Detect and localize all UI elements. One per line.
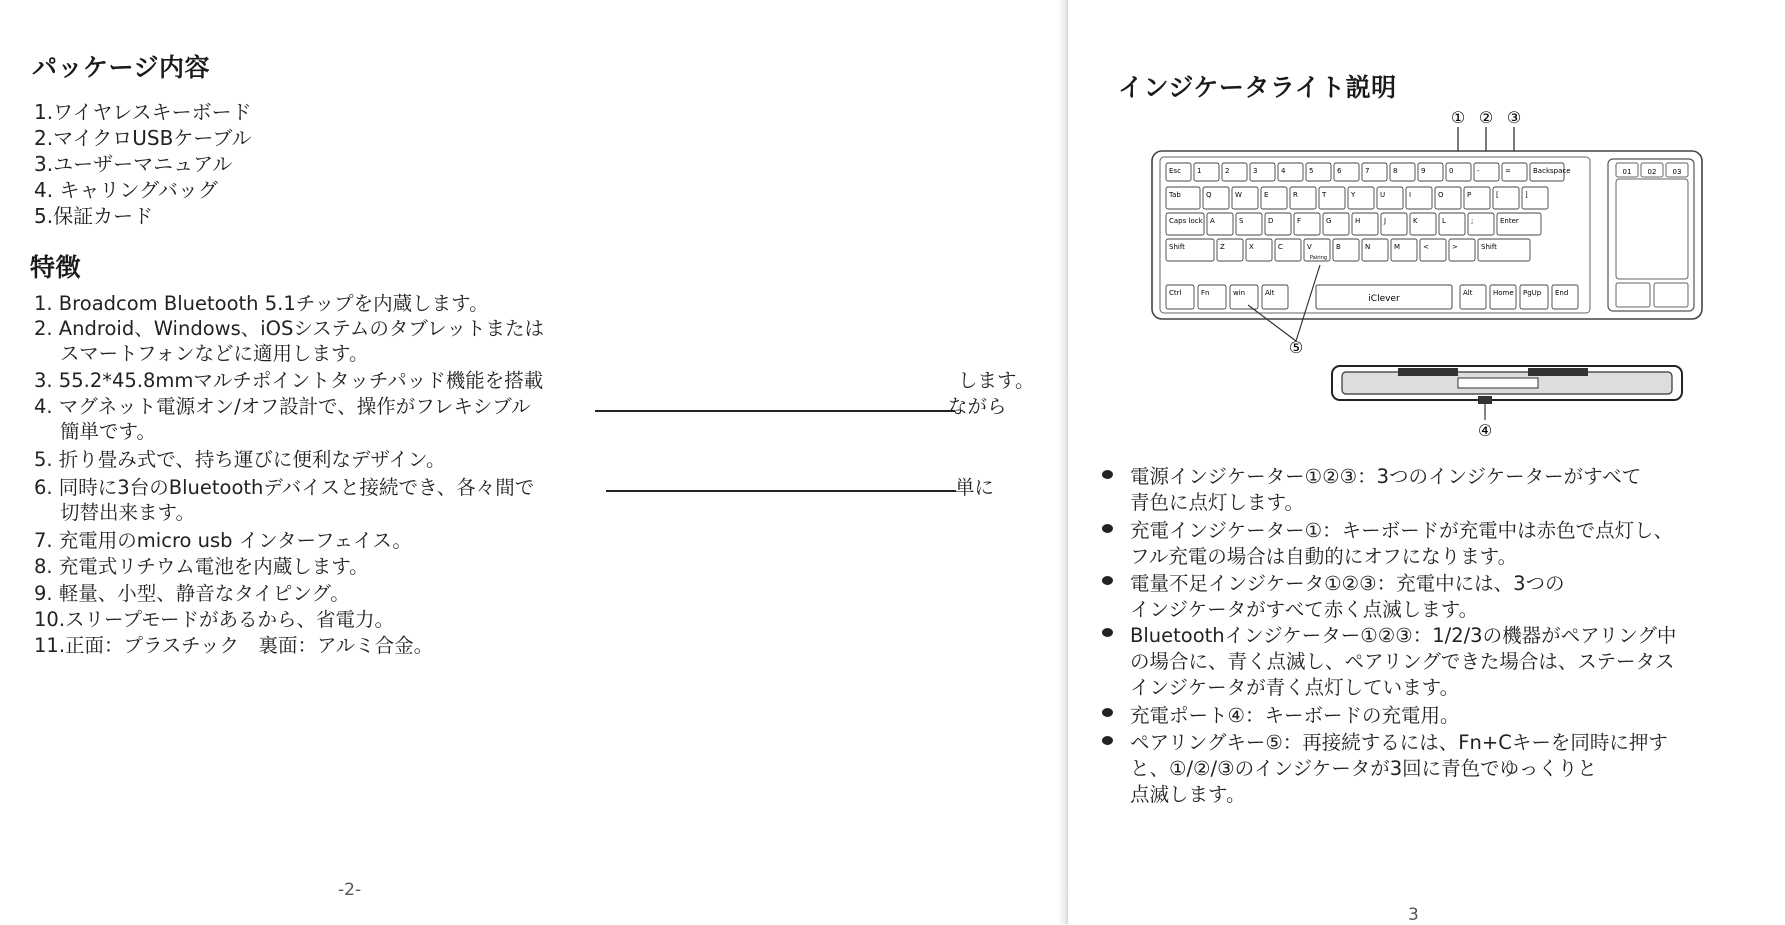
bullet-dot xyxy=(1102,470,1113,479)
feature-line: 簡単です。 xyxy=(60,420,156,443)
row2-key-label: Tab xyxy=(1169,191,1181,199)
bullet-text: インジケータがすべて赤く点滅します。 xyxy=(1130,598,1479,621)
feature-line: 7. 充電用のmicro usb インターフェイス。 xyxy=(34,529,412,552)
row1-key-label: 9 xyxy=(1421,167,1426,175)
row2-key-label: ] xyxy=(1525,191,1528,199)
redaction-bar xyxy=(595,396,955,412)
row3-key-label: F xyxy=(1297,217,1302,225)
row2-key-label: Q xyxy=(1206,191,1212,199)
feature-line: 1. Broadcom Bluetooth 5.1チップを内蔵します。 xyxy=(34,292,489,315)
row1-key-label: - xyxy=(1477,167,1480,175)
bullet-text: 充電インジケーター①：キーボードが充電中は赤色で点灯し、 xyxy=(1130,519,1674,542)
feature-line: 10.スリープモードがあるから、省電力。 xyxy=(34,608,394,631)
row1-key-label: = xyxy=(1505,167,1511,175)
bullet-dot xyxy=(1102,736,1113,745)
row1-key-label: Esc xyxy=(1169,167,1181,175)
row3-key-label: D xyxy=(1268,217,1274,225)
row4-key-label: N xyxy=(1365,243,1371,251)
row3-key-label: H xyxy=(1355,217,1361,225)
row4-key-label: > xyxy=(1452,243,1458,251)
callout-3: ③ xyxy=(1506,108,1522,127)
bullet-text: と、①/②/③のインジケータが3回に青色でゆっくりと xyxy=(1130,757,1597,780)
indicator-heading: インジケータライト説明 xyxy=(1118,73,1397,102)
bullet-text: 青色に点灯します。 xyxy=(1130,491,1304,514)
row3-key-label: ; xyxy=(1471,217,1474,225)
row5-key-label: Fn xyxy=(1201,289,1210,297)
package-item: 4. キャリングバッグ xyxy=(34,178,218,202)
bullet-text: 電量不足インジケータ①②③：充電中には、3つの xyxy=(1130,572,1565,595)
package-item: 1.ワイヤレスキーボード xyxy=(34,100,252,124)
row2-key-label: U xyxy=(1380,191,1386,199)
row1-key-label: 7 xyxy=(1365,167,1370,175)
feature-line-fragment: ながら xyxy=(948,395,1007,418)
keyboard-brand: iClever xyxy=(1368,294,1400,304)
feature-line: 4. マグネット電源オン/オフ設計で、操作がフレキシブル xyxy=(34,395,531,418)
bullet-text: インジケータが青く点灯しています。 xyxy=(1130,676,1460,699)
row3-key-label: Caps lock xyxy=(1169,217,1203,225)
keyboard-diagram xyxy=(1148,105,1708,355)
row2-key-label: O xyxy=(1438,191,1444,199)
row3-key-label: Enter xyxy=(1500,217,1519,225)
feature-line: 3. 55.2*45.8mmマルチポイントタッチパッド機能を搭載 xyxy=(34,369,544,392)
row3-key-label: L xyxy=(1442,217,1446,225)
row1-key-label: 4 xyxy=(1281,167,1286,175)
row3-key-label: K xyxy=(1413,217,1418,225)
row2-key-label: R xyxy=(1293,191,1298,199)
row1-key-label: 8 xyxy=(1393,167,1398,175)
row4-key-label: M xyxy=(1394,243,1401,251)
callout-2: ② xyxy=(1478,108,1494,127)
row1-key-label: 2 xyxy=(1225,167,1230,175)
row1-key-label: 3 xyxy=(1253,167,1258,175)
row2-key-label: W xyxy=(1235,191,1242,199)
bullet-text: の場合に、青く点滅し、ペアリングできた場合は、ステータス xyxy=(1130,650,1675,673)
callout-1: ① xyxy=(1450,108,1466,127)
bullet-dot xyxy=(1102,628,1113,637)
row5-key-label: Ctrl xyxy=(1169,289,1182,297)
feature-line: 8. 充電式リチウム電池を内蔵します。 xyxy=(34,555,369,578)
row4-key-label: C xyxy=(1278,243,1283,251)
right-page xyxy=(1068,0,1785,924)
row2-key-label: [ xyxy=(1496,191,1499,199)
row4-key-label: < xyxy=(1423,243,1429,251)
callout-4: ④ xyxy=(1477,421,1493,438)
feature-line: 11.正面：プラスチック 裏面：アルミ合金。 xyxy=(34,634,434,657)
bt-key-1: 01 xyxy=(1622,168,1632,176)
feature-line: 2. Android、Windows、iOSシステムのタブレットまたは xyxy=(34,317,544,340)
feature-line-fragment: 単に xyxy=(955,476,995,499)
bullet-dot xyxy=(1102,576,1113,585)
feature-line: 6. 同時に3台のBluetoothデバイスと接続でき、各々間で xyxy=(34,476,535,499)
row2-key-label: T xyxy=(1322,191,1327,199)
callout-5: ⑤ xyxy=(1288,338,1304,355)
feature-line: 5. 折り畳み式で、持ち運びに便利なデザイン。 xyxy=(34,448,446,471)
redaction-bar xyxy=(606,476,956,492)
row5-key-label: win xyxy=(1233,289,1246,297)
row2-key-label: P xyxy=(1467,191,1472,199)
bullet-text: 点滅します。 xyxy=(1130,783,1246,806)
package-item: 2.マイクロUSBケーブル xyxy=(34,126,252,150)
package-heading: パッケージ内容 xyxy=(32,53,211,82)
row1-key-label: 5 xyxy=(1309,167,1314,175)
row5-key-label: End xyxy=(1555,289,1569,297)
pairing-label: Pairing xyxy=(1310,255,1328,261)
row3-key-label: J xyxy=(1384,217,1387,225)
row4-key-label: X xyxy=(1249,243,1254,251)
row3-key-label: S xyxy=(1239,217,1244,225)
package-item: 3.ユーザーマニュアル xyxy=(34,152,233,176)
page-number: 3 xyxy=(1408,905,1419,925)
row5-key-label: PgUp xyxy=(1523,289,1542,297)
keyboard-side-view xyxy=(1328,358,1688,438)
package-item: 5.保証カード xyxy=(34,204,154,228)
row1-key-label: 1 xyxy=(1197,167,1202,175)
row1-key-label: 6 xyxy=(1337,167,1342,175)
feature-line: 切替出来ます。 xyxy=(60,501,195,524)
feature-line: 9. 軽量、小型、静音なタイピング。 xyxy=(34,582,350,605)
row5-key-label: Home xyxy=(1493,289,1514,297)
row2-key-label: E xyxy=(1264,191,1269,199)
row5-key-label: Alt xyxy=(1463,289,1473,297)
bullet-dot xyxy=(1102,708,1113,717)
row4-key-label: Z xyxy=(1220,243,1225,251)
row4-key-label: Shift xyxy=(1169,243,1185,251)
bullet-text: Bluetoothインジケーター①②③：1/2/3の機器がペアリング中 xyxy=(1130,624,1677,647)
feature-line-fragment: します。 xyxy=(958,369,1035,392)
bullet-text: 充電ポート④：キーボードの充電用。 xyxy=(1130,704,1460,727)
bt-key-3: 03 xyxy=(1672,168,1682,176)
row5-key-label: Alt xyxy=(1265,289,1275,297)
bullet-text: フル充電の場合は自動的にオフになります。 xyxy=(1130,545,1518,568)
features-heading: 特徴 xyxy=(30,253,82,282)
row1-key-label: Backspace xyxy=(1533,167,1571,175)
page-number: -2- xyxy=(338,880,362,900)
row3-key-label: G xyxy=(1326,217,1332,225)
row1-key-label: 0 xyxy=(1449,167,1454,175)
bullet-dot xyxy=(1102,524,1113,533)
bullet-text: ペアリングキー⑤：再接続するには、Fn+Cキーを同時に押す xyxy=(1130,731,1668,754)
bt-key-2: 02 xyxy=(1647,168,1657,176)
row4-key-label: V xyxy=(1307,243,1312,251)
row4-key-label: Shift xyxy=(1481,243,1497,251)
row2-key-label: Y xyxy=(1351,191,1356,199)
row4-key-label: B xyxy=(1336,243,1341,251)
row2-key-label: I xyxy=(1409,191,1412,199)
row3-key-label: A xyxy=(1210,217,1215,225)
feature-line: スマートフォンなどに適用します。 xyxy=(60,342,369,365)
bullet-text: 電源インジケーター①②③：3つのインジケーターがすべて xyxy=(1130,465,1642,488)
